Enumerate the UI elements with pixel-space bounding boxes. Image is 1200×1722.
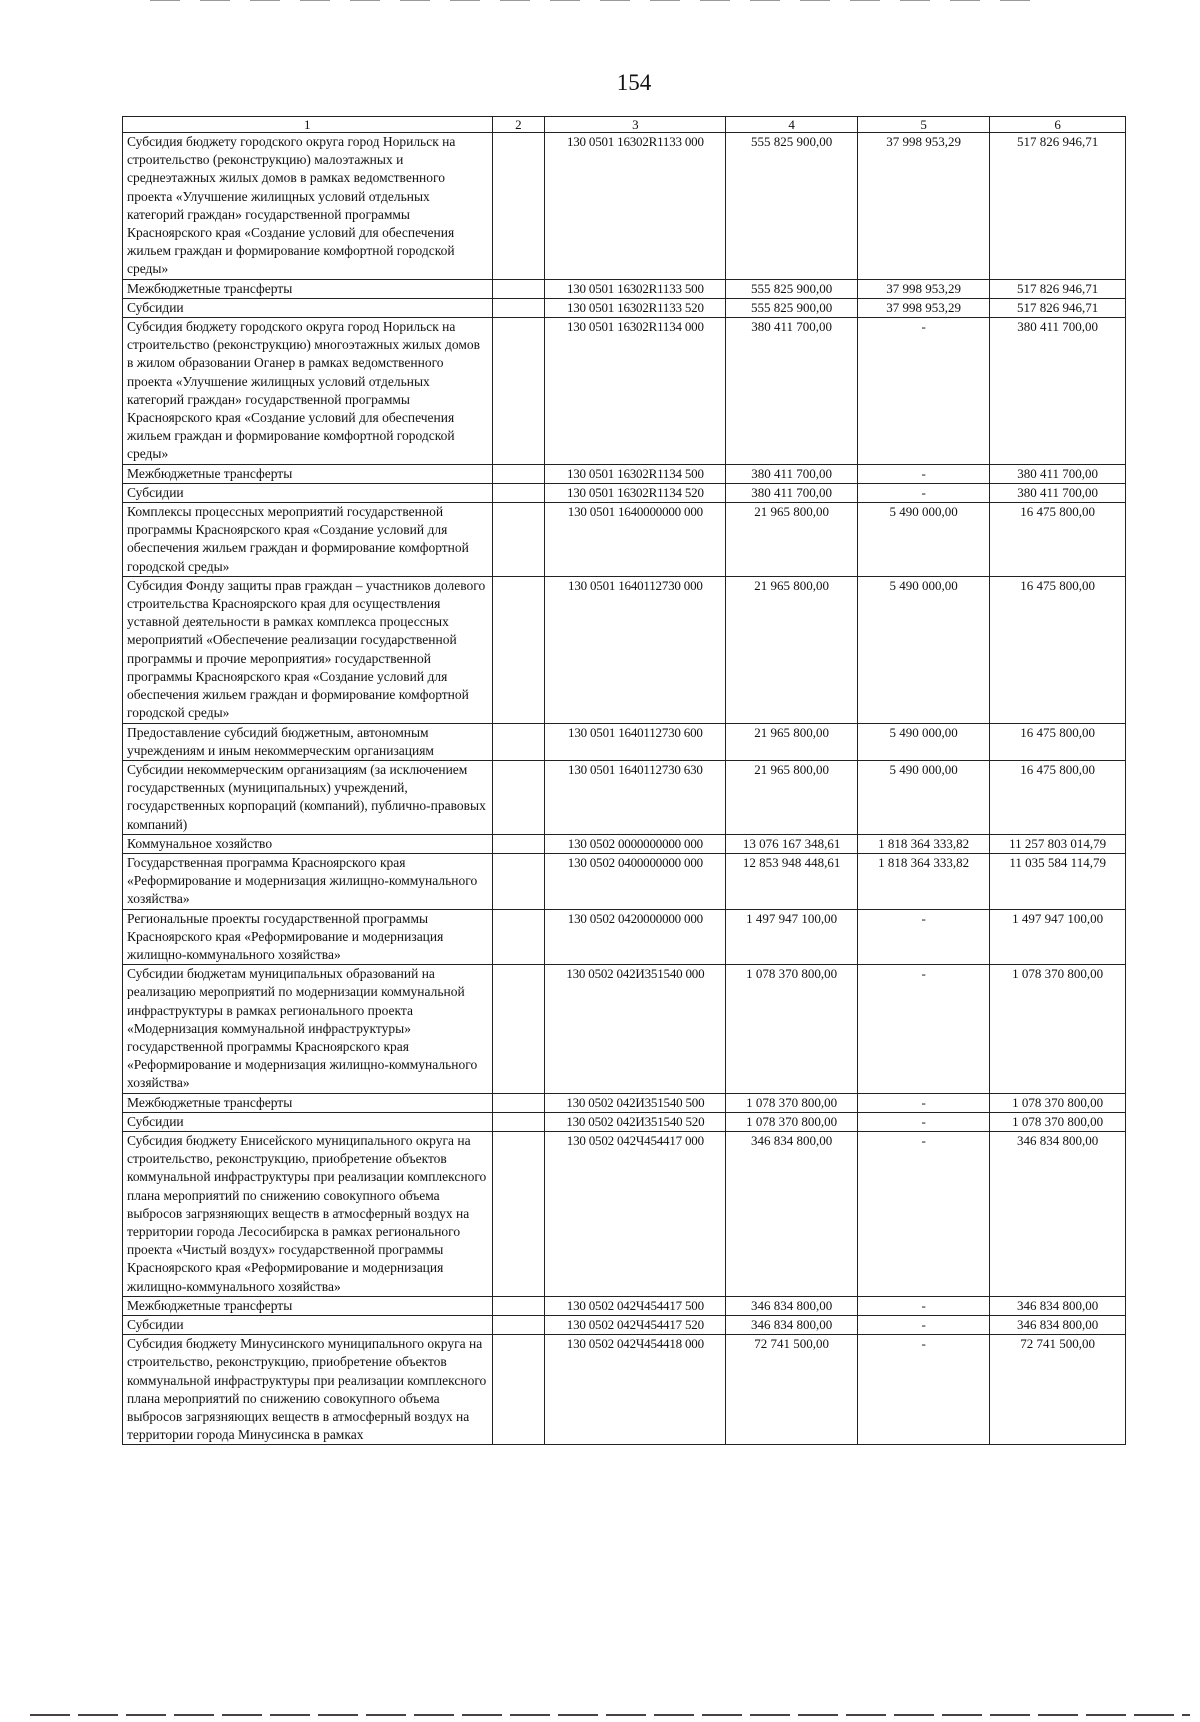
table-row [123,965,1126,1093]
table-row [123,1131,1126,1296]
cell-col-4: 346 834 800,00 [726,1316,857,1335]
table-row [123,1093,1126,1112]
cell-code: 130 0502 042Ч454418 000 [545,1335,726,1445]
cell-col-2 [492,133,545,280]
cell-code: 130 0501 16302R1133 000 [545,133,726,280]
cell-name: Субсидии некоммерческим организациям (за исключением государственных (муниципальных) учреждений, государственных корпораций (компаний), публично-правовых компаний) [123,760,493,834]
cell-code: 130 0502 042И351540 000 [545,965,726,1093]
column-header: 6 [990,117,1126,133]
cell-code: 130 0502 042Ч454417 000 [545,1131,726,1296]
cell-col-5: - [857,1112,989,1131]
cell-col-4: 380 411 700,00 [726,483,857,502]
cell-col-2 [492,1112,545,1131]
cell-col-2 [492,503,545,577]
cell-col-4: 555 825 900,00 [726,133,857,280]
cell-col-6: 346 834 800,00 [990,1296,1126,1315]
cell-col-4: 21 965 800,00 [726,723,857,760]
cell-col-4: 21 965 800,00 [726,503,857,577]
cell-name: Субсидии бюджетам муниципальных образований на реализацию мероприятий по модернизации коммунальной инфраструктуры в рамках регионального проекта «Модернизация коммунальной инфраструктуры» государственной программы Красноярского края «Реформирование и модернизация жилищно-коммунального хозяйства» [123,965,493,1093]
cell-col-2 [492,464,545,483]
cell-col-5: - [857,1316,989,1335]
cell-code: 130 0502 042Ч454417 520 [545,1316,726,1335]
cell-col-2 [492,909,545,965]
cell-code: 130 0502 042И351540 500 [545,1093,726,1112]
cell-col-6: 1 497 947 100,00 [990,909,1126,965]
cell-col-4: 13 076 167 348,61 [726,834,857,853]
column-header: 5 [857,117,989,133]
cell-name: Субсидия бюджету городского округа город Норильск на строительство (реконструкцию) малоэтажных и среднеэтажных жилых домов в рамках ведомственного проекта «Улучшение жилищных условий отдельных категорий граждан» государственной программы Красноярского края «Создание условий для обеспечения жильем граждан и формирование комфортной городской среды» [123,133,493,280]
cell-col-5: 5 490 000,00 [857,503,989,577]
cell-name: Субсидия бюджету Енисейского муниципального округа на строительство, реконструкцию, приобретение объектов коммунальной инфраструктуры при реализации комплексного плана мероприятий по снижению совокупного объема выбросов загрязняющих веществ в атмосферный воздух на территории города Лесосибирска в рамках регионального проекта «Чистый воздух» государственной программы Красноярского края «Реформирование и модернизация жилищно-коммунального хозяйства» [123,1131,493,1296]
cell-code: 130 0502 0000000000 000 [545,834,726,853]
cell-name: Субсидии [123,1112,493,1131]
cell-col-5: 5 490 000,00 [857,760,989,834]
cell-col-6: 16 475 800,00 [990,503,1126,577]
table-row [123,133,1126,280]
cell-col-6: 16 475 800,00 [990,760,1126,834]
cell-name: Субсидия Фонду защиты прав граждан – участников долевого строительства Красноярского края для осуществления уставной деятельности в рамках комплекса процессных мероприятий «Обеспечение реализации государственной программы и прочие мероприятия» государственной программы Красноярского края «Создание условий для обеспечения жильем граждан и формирование комфортной городской среды» [123,576,493,723]
cell-col-5: 1 818 364 333,82 [857,834,989,853]
budget-table [122,116,1126,1445]
cell-col-2 [492,1093,545,1112]
cell-name: Комплексы процессных мероприятий государственной программы Красноярского края «Создание условий для обеспечения жильем граждан и формирование комфортной городской среды» [123,503,493,577]
cell-name: Межбюджетные трансферты [123,1093,493,1112]
cell-code: 130 0502 042И351540 520 [545,1112,726,1131]
table-row [123,1316,1126,1335]
cell-col-5: 37 998 953,29 [857,279,989,298]
cell-col-2 [492,965,545,1093]
cell-name: Межбюджетные трансферты [123,279,493,298]
cell-col-4: 555 825 900,00 [726,298,857,317]
cell-col-6: 346 834 800,00 [990,1316,1126,1335]
cell-code: 130 0501 16302R1133 500 [545,279,726,298]
scan-edge-top [150,0,1050,1]
column-header: 2 [492,117,545,133]
cell-col-2 [492,1296,545,1315]
cell-name: Субсидия бюджету городского округа город Норильск на строительство (реконструкцию) многоэтажных жилых домов в жилом образовании Оганер в рамках ведомственного проекта «Улучшение жилищных условий отдельных категорий граждан» государственной программы Красноярского края «Создание условий для обеспечения жильем граждан и формирование комфортной городской среды» [123,318,493,465]
column-header: 4 [726,117,857,133]
cell-col-2 [492,853,545,909]
cell-name: Субсидии [123,1316,493,1335]
table-row [123,298,1126,317]
table-row [123,279,1126,298]
table-row [123,1112,1126,1131]
cell-col-6: 517 826 946,71 [990,133,1126,280]
cell-name: Государственная программа Красноярского края «Реформирование и модернизация жилищно-коммунального хозяйства» [123,853,493,909]
table-row [123,503,1126,577]
cell-col-6: 380 411 700,00 [990,464,1126,483]
cell-name: Субсидия бюджету Минусинского муниципального округа на строительство, реконструкцию, приобретение объектов коммунальной инфраструктуры при реализации комплексного плана мероприятий по снижению совокупного объема выбросов загрязняющих веществ в атмосферный воздух на территории города Минусинска в рамках [123,1335,493,1445]
cell-col-4: 346 834 800,00 [726,1296,857,1315]
cell-col-4: 380 411 700,00 [726,464,857,483]
table-row [123,464,1126,483]
cell-col-2 [492,576,545,723]
cell-col-5: - [857,464,989,483]
cell-col-6: 1 078 370 800,00 [990,1093,1126,1112]
cell-col-6: 72 741 500,00 [990,1335,1126,1445]
cell-col-6: 16 475 800,00 [990,723,1126,760]
cell-col-5: - [857,965,989,1093]
cell-col-5: 5 490 000,00 [857,723,989,760]
cell-col-4: 21 965 800,00 [726,760,857,834]
cell-col-4: 380 411 700,00 [726,318,857,465]
cell-code: 130 0502 0400000000 000 [545,853,726,909]
cell-col-5: 5 490 000,00 [857,576,989,723]
cell-code: 130 0501 16302R1134 500 [545,464,726,483]
cell-name: Коммунальное хозяйство [123,834,493,853]
cell-col-5: 1 818 364 333,82 [857,853,989,909]
table-row [123,1296,1126,1315]
cell-col-6: 16 475 800,00 [990,576,1126,723]
cell-col-6: 1 078 370 800,00 [990,965,1126,1093]
cell-col-6: 1 078 370 800,00 [990,1112,1126,1131]
cell-col-4: 12 853 948 448,61 [726,853,857,909]
table-row [123,760,1126,834]
cell-code: 130 0502 042Ч454417 500 [545,1296,726,1315]
table-row [123,909,1126,965]
cell-col-2 [492,1335,545,1445]
cell-col-6: 380 411 700,00 [990,483,1126,502]
cell-name: Предоставление субсидий бюджетным, автономным учреждениям и иным некоммерческим организациям [123,723,493,760]
scan-edge-bottom [30,1714,1190,1716]
cell-col-2 [492,318,545,465]
cell-col-2 [492,834,545,853]
cell-col-6: 346 834 800,00 [990,1131,1126,1296]
cell-name: Межбюджетные трансферты [123,464,493,483]
cell-code: 130 0501 1640112730 630 [545,760,726,834]
cell-code: 130 0501 16302R1134 000 [545,318,726,465]
table-row [123,834,1126,853]
cell-code: 130 0501 1640000000 000 [545,503,726,577]
cell-col-2 [492,723,545,760]
column-header: 3 [545,117,726,133]
cell-name: Межбюджетные трансферты [123,1296,493,1315]
cell-code: 130 0501 1640112730 600 [545,723,726,760]
cell-col-4: 1 078 370 800,00 [726,965,857,1093]
cell-col-5: - [857,483,989,502]
cell-col-2 [492,760,545,834]
cell-col-6: 11 035 584 114,79 [990,853,1126,909]
table-row [123,483,1126,502]
table-row [123,576,1126,723]
cell-col-5: - [857,1335,989,1445]
cell-name: Субсидии [123,298,493,317]
header-row [123,117,1126,133]
cell-col-6: 517 826 946,71 [990,279,1126,298]
cell-col-6: 11 257 803 014,79 [990,834,1126,853]
cell-col-4: 1 078 370 800,00 [726,1093,857,1112]
cell-code: 130 0501 1640112730 000 [545,576,726,723]
cell-col-5: - [857,1296,989,1315]
cell-col-4: 1 078 370 800,00 [726,1112,857,1131]
table-body [123,117,1126,1445]
cell-name: Региональные проекты государственной программы Красноярского края «Реформирование и модернизация жилищно-коммунального хозяйства» [123,909,493,965]
table-row [123,723,1126,760]
column-header: 1 [123,117,493,133]
table-row [123,853,1126,909]
cell-col-4: 1 497 947 100,00 [726,909,857,965]
cell-col-5: - [857,318,989,465]
cell-code: 130 0502 0420000000 000 [545,909,726,965]
cell-col-4: 555 825 900,00 [726,279,857,298]
table-row [123,1335,1126,1445]
cell-col-6: 380 411 700,00 [990,318,1126,465]
cell-col-2 [492,298,545,317]
table-row [123,318,1126,465]
cell-col-2 [492,1316,545,1335]
cell-col-4: 21 965 800,00 [726,576,857,723]
page-number: 154 [616,70,652,95]
cell-col-5: 37 998 953,29 [857,133,989,280]
cell-col-4: 346 834 800,00 [726,1131,857,1296]
cell-col-5: 37 998 953,29 [857,298,989,317]
cell-col-6: 517 826 946,71 [990,298,1126,317]
cell-col-2 [492,483,545,502]
cell-code: 130 0501 16302R1133 520 [545,298,726,317]
cell-code: 130 0501 16302R1134 520 [545,483,726,502]
cell-name: Субсидии [123,483,493,502]
cell-col-2 [492,279,545,298]
cell-col-4: 72 741 500,00 [726,1335,857,1445]
cell-col-5: - [857,1131,989,1296]
cell-col-5: - [857,909,989,965]
cell-col-5: - [857,1093,989,1112]
cell-col-2 [492,1131,545,1296]
